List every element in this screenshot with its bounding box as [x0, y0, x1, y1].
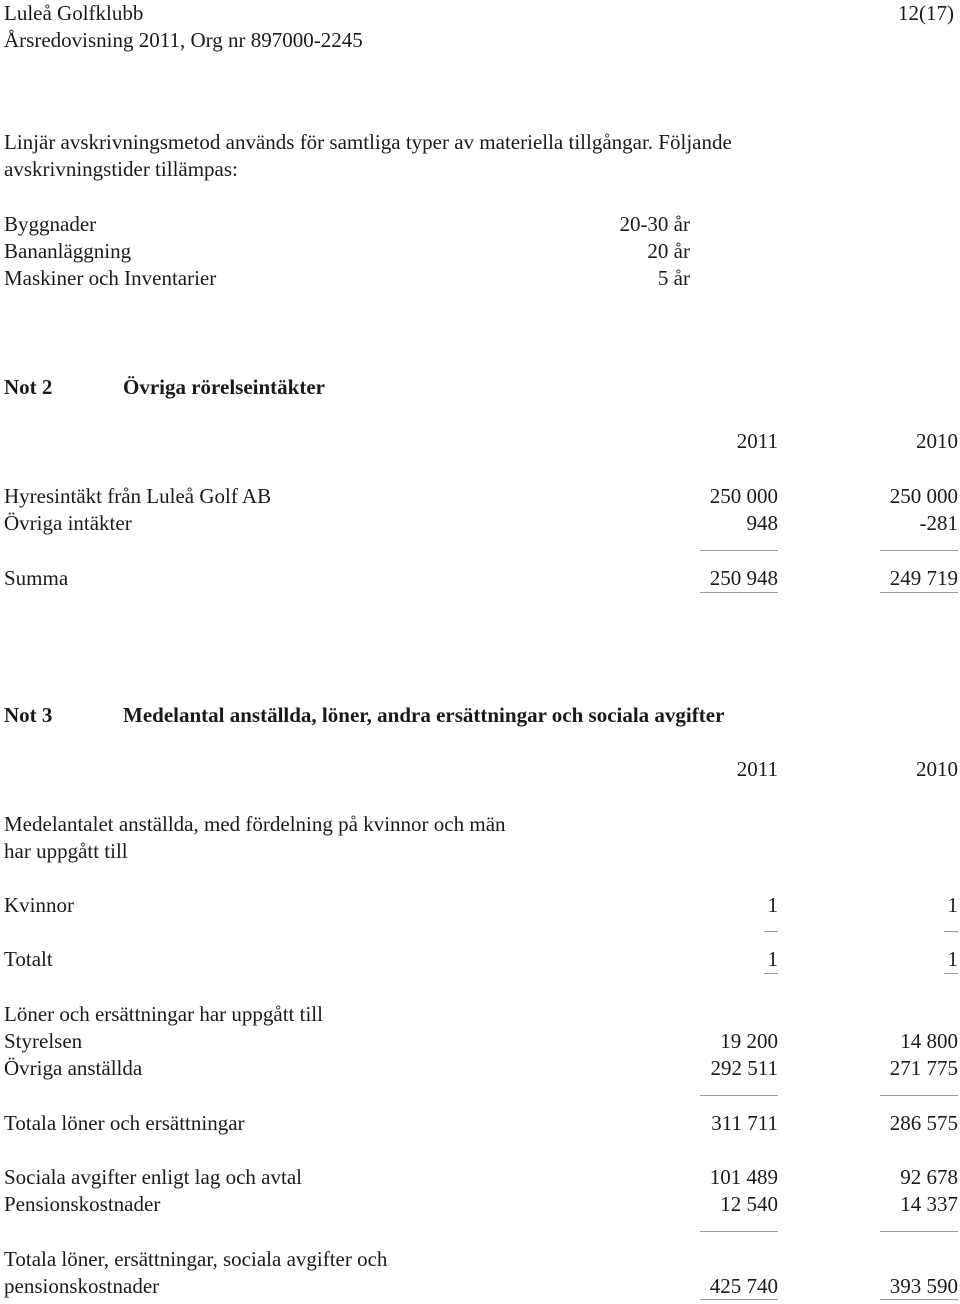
note3-grand-total-2011: 425 740	[709, 1274, 778, 1298]
note3-social-fees-label: Sociala avgifter enligt lag och avtal	[4, 1165, 302, 1189]
note3-women-2011: 1	[767, 893, 778, 917]
note3-employees-intro-line1: Medelantalet anställda, med fördelning på kvinnor och män	[4, 812, 506, 836]
note3-other-staff-2011: 292 511	[710, 1056, 778, 1080]
depreciation-value-buildings: 20-30 år	[619, 212, 690, 236]
note2-sum-2010: 249 719	[889, 566, 958, 590]
note3-board-2010: 14 800	[900, 1029, 958, 1053]
note3-board-2011: 19 200	[720, 1029, 778, 1053]
report-subtitle: Årsredovisning 2011, Org nr 897000-2245	[4, 28, 363, 52]
note3-board-label: Styrelsen	[4, 1029, 83, 1053]
note3-total-salaries-label: Totala löner och ersättningar	[4, 1111, 245, 1135]
note3-grand-total-2010: 393 590	[889, 1274, 958, 1298]
note3-total-underline-2011	[764, 973, 778, 974]
note3-other-staff-label: Övriga anställda	[4, 1056, 143, 1080]
note3-women-divider-2011	[764, 931, 778, 932]
note3-pension-label: Pensionskostnader	[4, 1192, 161, 1216]
note3-salaries-divider-2010	[880, 1095, 958, 1096]
note2-row-2010: 250 000	[889, 484, 958, 508]
org-name: Luleå Golfklubb	[4, 1, 144, 25]
note3-year-2011: 2011	[736, 757, 778, 781]
note3-other-staff-2010: 271 775	[889, 1056, 958, 1080]
note3-pension-2011: 12 540	[720, 1192, 778, 1216]
note3-social-fees-2011: 101 489	[709, 1165, 778, 1189]
note2-title: Övriga rörelseintäkter	[123, 375, 325, 399]
note3-grand-total-underline-2011	[700, 1299, 778, 1300]
note3-total-salaries-2011: 311 711	[711, 1111, 778, 1135]
note3-total-2010: 1	[947, 947, 958, 971]
note2-sum-label: Summa	[4, 566, 69, 590]
note3-total-label: Totalt	[4, 947, 53, 971]
note3-women-2010: 1	[947, 893, 958, 917]
note2-divider-2010	[880, 550, 958, 551]
note3-grand-total-underline-2010	[880, 1299, 958, 1300]
note2-sum-underline-2011	[700, 592, 778, 593]
note2-number: Not 2	[4, 375, 53, 399]
note3-salaries-intro: Löner och ersättningar har uppgått till	[4, 1002, 323, 1026]
depreciation-value-machines: 5 år	[657, 266, 690, 290]
note2-row-2010: -281	[919, 511, 958, 535]
depreciation-value-course: 20 år	[647, 239, 690, 263]
note3-costs-divider-2011	[700, 1231, 778, 1232]
page-number: 12(17)	[898, 1, 954, 25]
note3-number: Not 3	[4, 703, 53, 727]
note3-women-label: Kvinnor	[4, 893, 74, 917]
note3-grand-total-label-line1: Totala löner, ersättningar, sociala avgifter och	[4, 1247, 388, 1271]
note2-row-label: Hyresintäkt från Luleå Golf AB	[4, 484, 272, 508]
note3-total-2011: 1	[767, 947, 778, 971]
note2-row-label: Övriga intäkter	[4, 511, 132, 535]
note2-divider-2011	[700, 550, 778, 551]
depreciation-label-machines: Maskiner och Inventarier	[4, 266, 217, 290]
note2-row-2011: 250 000	[709, 484, 778, 508]
note2-year-2010: 2010	[916, 429, 958, 453]
note3-salaries-divider-2011	[700, 1095, 778, 1096]
depreciation-intro-line2: avskrivningstider tillämpas:	[4, 157, 238, 181]
note2-sum-underline-2010	[880, 592, 958, 593]
note3-costs-divider-2010	[880, 1231, 958, 1232]
depreciation-intro-line1: Linjär avskrivningsmetod används för samtliga typer av materiella tillgångar. Följande	[4, 130, 732, 154]
depreciation-label-buildings: Byggnader	[4, 212, 97, 236]
note3-total-underline-2010	[944, 973, 958, 974]
note2-year-2011: 2011	[736, 429, 778, 453]
note3-employees-intro-line2: har uppgått till	[4, 839, 128, 863]
note3-women-divider-2010	[944, 931, 958, 932]
note2-sum-2011: 250 948	[709, 566, 778, 590]
note3-pension-2010: 14 337	[900, 1192, 958, 1216]
note3-grand-total-label-line2: pensionskostnader	[4, 1274, 160, 1298]
note2-row-2011: 948	[746, 511, 778, 535]
note3-social-fees-2010: 92 678	[900, 1165, 958, 1189]
depreciation-label-course: Bananläggning	[4, 239, 132, 263]
note3-total-salaries-2010: 286 575	[889, 1111, 958, 1135]
note3-year-2010: 2010	[916, 757, 958, 781]
note3-title: Medelantal anställda, löner, andra ersättningar och sociala avgifter	[123, 703, 725, 727]
